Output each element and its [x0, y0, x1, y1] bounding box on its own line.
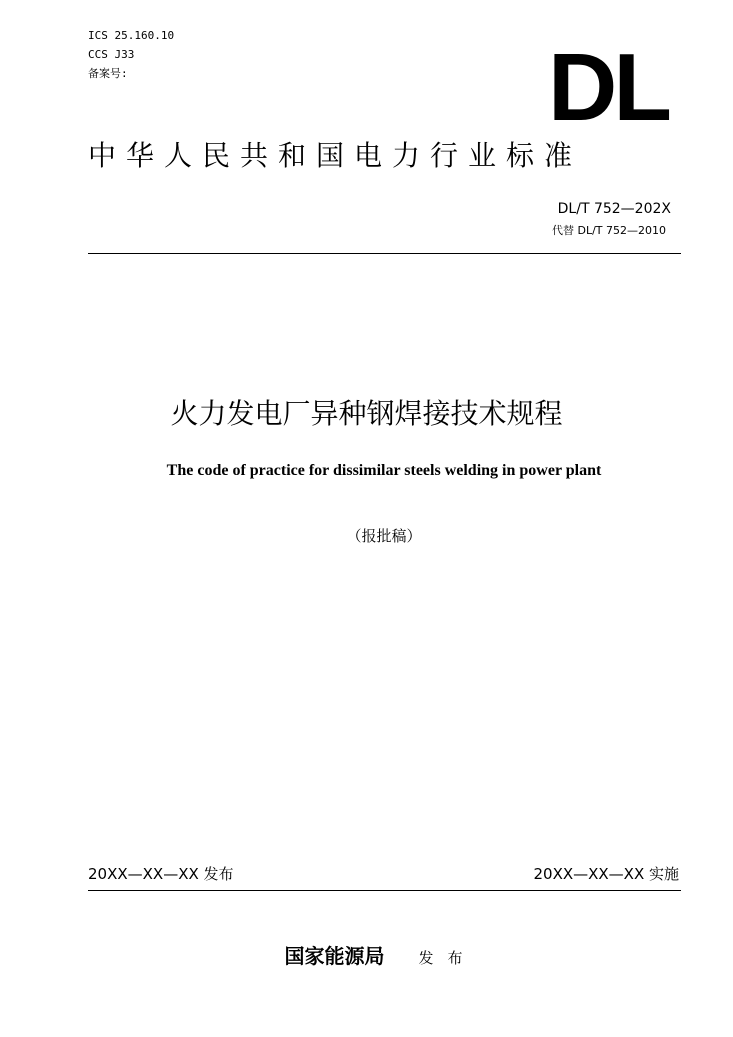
issue-date: 20XX—XX—XX 发布	[88, 865, 234, 883]
ics-code: ICS 25.160.10	[88, 29, 175, 42]
document-title-english: The code of practice for dissimilar steels welding in power plant	[166, 462, 602, 479]
standard-number: DL/T 752—202X	[557, 201, 671, 217]
publish-label: 发布	[418, 949, 477, 967]
dl-logo: DL	[548, 34, 668, 141]
publisher-line	[0, 942, 733, 972]
ccs-code: CCS J33	[88, 48, 135, 61]
industry-standard-title: 中华人民共和国电力行业标准	[88, 139, 583, 172]
record-number-label: 备案号:	[88, 67, 128, 80]
publisher-name: 国家能源局	[284, 944, 385, 968]
implementation-date: 20XX—XX—XX 实施	[533, 865, 679, 883]
bottom-divider	[88, 890, 681, 891]
replaces-standard: 代替 DL/T 752—2010	[551, 224, 666, 237]
draft-status: （报批稿）	[346, 527, 422, 545]
document-title-chinese: 火力发电厂异种钢焊接技术规程	[170, 397, 563, 430]
top-divider	[88, 253, 681, 254]
